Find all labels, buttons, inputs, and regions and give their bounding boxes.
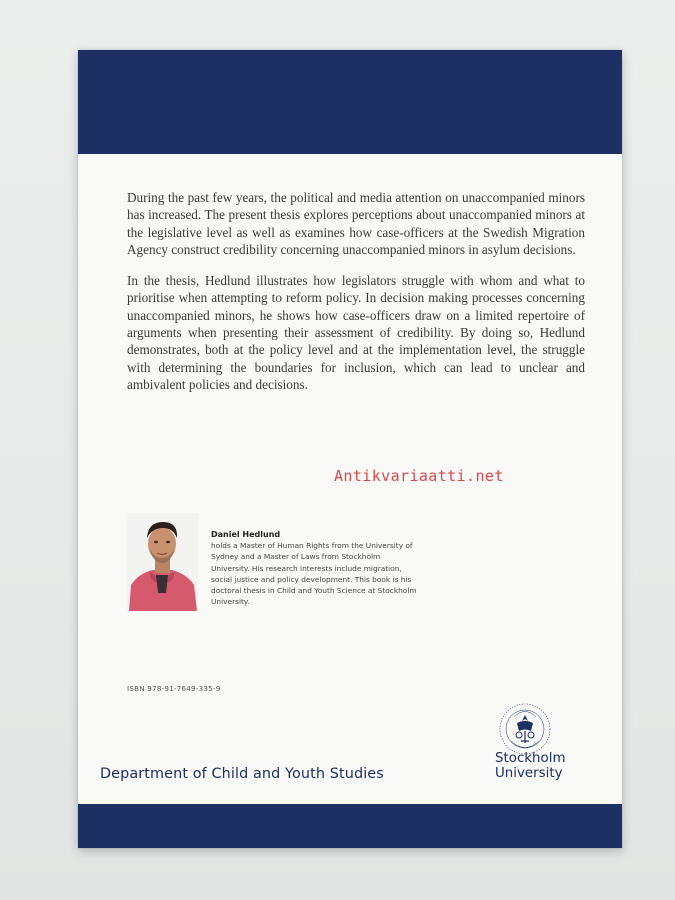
top-color-band xyxy=(78,50,622,154)
author-section xyxy=(127,513,427,613)
bottom-color-band xyxy=(78,804,622,848)
author-portrait xyxy=(127,513,198,611)
isbn-text: ISBN 978-91-7649-335-9 xyxy=(127,684,221,693)
university-name-line-2: University xyxy=(495,765,563,781)
blurb-paragraph-1: During the past few years, the political and media attention on unaccompanied minors has increased. The present thesis explores perceptions about unaccompanied minors at the legislative level as well as examines how case-officers at the Swedish Migration Agency construct credibility concerning unaccompanied minors in asylum decisions. xyxy=(127,190,585,257)
seller-watermark: Antikvariaatti.net xyxy=(334,467,504,485)
department-name: Department of Child and Youth Studies xyxy=(100,766,384,782)
book-back-cover xyxy=(78,50,622,848)
university-name-line-1: Stockholm xyxy=(495,751,566,766)
blurb-paragraph-2: In the thesis, Hedlund illustrates how legislators struggle with whom and what to prioritise when attempting to reform policy. In decision making processes concerning unaccompanied minors, he shows how case-officers draw on a limited repertoire of arguments when presenting their assessment of credibility. By doing so, Hedlund demonstrates, both at the policy level and at the implementation level, the struggle with determining the boundaries for inclusion, which can lead to unclear and ambivalent policies and decisions. xyxy=(127,273,585,392)
author-name: Daniel Hedlund xyxy=(211,530,281,539)
author-bio xyxy=(211,529,421,607)
back-cover-blurb xyxy=(127,189,585,407)
author-bio-text: holds a Master of Human Rights from the University of Sydney and a Master of Laws from Stockholm University. His research interests include migration, social justice and policy development. This book is his doctoral thesis in Child and Youth Science at Stockholm University. xyxy=(211,541,417,607)
university-seal-icon xyxy=(497,701,553,757)
university-wordmark xyxy=(495,752,566,781)
